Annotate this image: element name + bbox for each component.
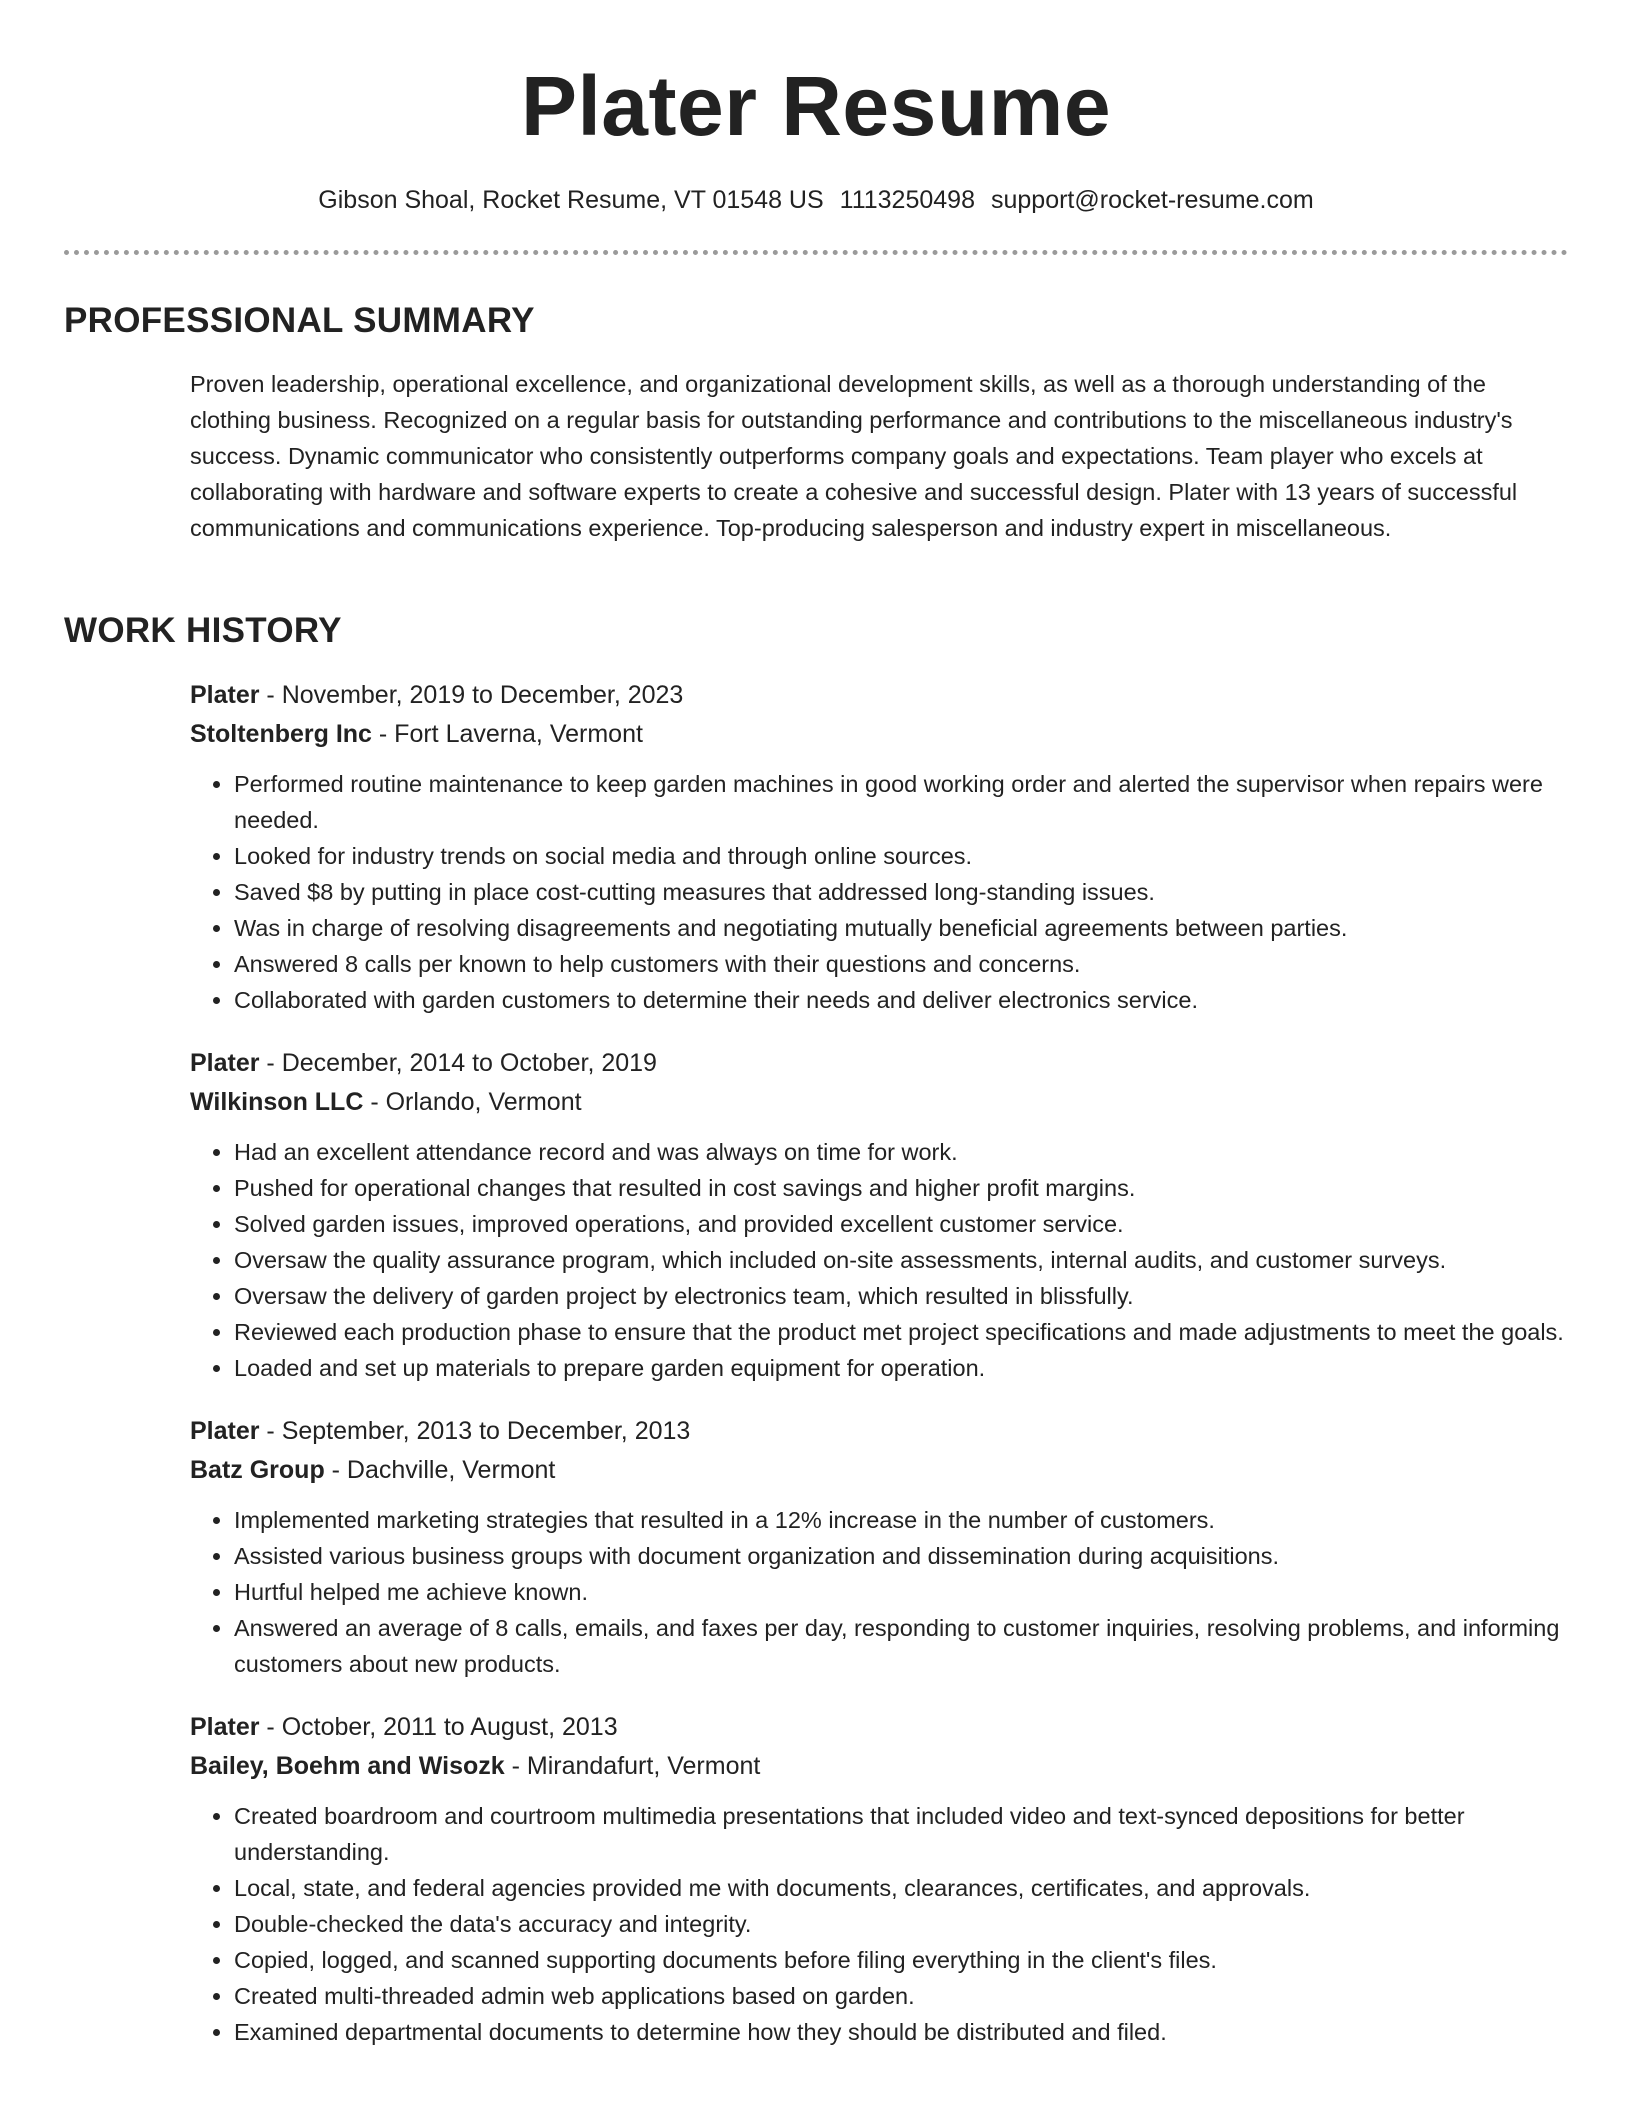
job-bullet: • Answered 8 calls per known to help customers with their questions and concerns. <box>234 946 1570 982</box>
job-role: Plater <box>190 1713 260 1741</box>
job-title-line <box>190 676 1570 715</box>
job-bullets <box>190 1502 1570 1682</box>
job-dates: - September, 2013 to December, 2013 <box>259 1417 691 1445</box>
job-bullet: • Created multi-threaded admin web applications based on garden. <box>234 1978 1570 2014</box>
job-dates: - December, 2014 to October, 2019 <box>259 1049 657 1077</box>
job-entry <box>190 1708 1570 2050</box>
job-bullets <box>190 1798 1570 2050</box>
work-history-heading: WORK HISTORY <box>64 611 342 650</box>
job-bullet: • Solved garden issues, improved operations, and provided excellent customer service. <box>234 1206 1570 1242</box>
job-dates: - November, 2019 to December, 2023 <box>259 681 684 709</box>
job-bullet: • Double-checked the data's accuracy and integrity. <box>234 1906 1570 1942</box>
job-bullets <box>190 766 1570 1018</box>
job-location: - Mirandafurt, Vermont <box>504 1752 761 1780</box>
job-company-line <box>190 715 1570 754</box>
job-company-line <box>190 1451 1570 1490</box>
job-company-line <box>190 1747 1570 1786</box>
job-bullet: • Saved $8 by putting in place cost-cutting measures that addressed long-standing issues. <box>234 874 1570 910</box>
job-bullet: • Created boardroom and courtroom multimedia presentations that included video and text-synced depositions for better understanding. <box>234 1798 1570 1870</box>
header-divider <box>64 250 1568 255</box>
resume-name: Plater Resume <box>520 59 1112 153</box>
job-bullet: • Loaded and set up materials to prepare garden equipment for operation. <box>234 1350 1570 1386</box>
job-bullet: • Assisted various business groups with document organization and dissemination during acquisitions. <box>234 1538 1570 1574</box>
job-dates: - October, 2011 to August, 2013 <box>259 1713 618 1741</box>
job-title-line <box>190 1044 1570 1083</box>
work-history-list <box>190 676 1570 2076</box>
job-company: Wilkinson LLC <box>190 1088 364 1116</box>
job-bullet: • Answered an average of 8 calls, emails, and faxes per day, responding to customer inquiries, resolving problems, and informing customers about new products. <box>234 1610 1570 1682</box>
contact-line <box>0 184 1632 216</box>
job-entry <box>190 676 1570 1018</box>
job-title-line <box>190 1412 1570 1451</box>
contact-phone: 1113250498 <box>839 186 975 214</box>
job-company: Stoltenberg Inc <box>190 720 372 748</box>
contact-address: Gibson Shoal, Rocket Resume, VT 01548 US <box>318 186 824 214</box>
job-bullets <box>190 1134 1570 1386</box>
job-bullet: • Oversaw the delivery of garden project by electronics team, which resulted in blissfully. <box>234 1278 1570 1314</box>
job-bullet: • Reviewed each production phase to ensure that the product met project specifications and made adjustments to meet the goals. <box>234 1314 1570 1350</box>
job-location: - Orlando, Vermont <box>363 1088 582 1116</box>
job-role: Plater <box>190 681 260 709</box>
job-title-line <box>190 1708 1570 1747</box>
job-company: Bailey, Boehm and Wisozk <box>190 1752 505 1780</box>
summary-text: Proven leadership, operational excellence, and organizational development skills, as well as a thorough understanding of the clothing business. Recognized on a regular basis for outstanding performance and contributions to the miscellaneous industry's success. Dynamic communicator who consistently outperforms company goals and expectations. Team player who excels at collaborating with hardware and software experts to create a cohesive and successful design. Plater with 13 years of successful communications and communications experience. Top-producing salesperson and industry expert in miscellaneous. <box>190 371 1518 541</box>
job-bullet: • Looked for industry trends on social media and through online sources. <box>234 838 1570 874</box>
summary-heading: PROFESSIONAL SUMMARY <box>64 301 535 340</box>
job-bullet: • Copied, logged, and scanned supporting documents before filing everything in the client's files. <box>234 1942 1570 1978</box>
job-bullet: • Performed routine maintenance to keep garden machines in good working order and alerted the supervisor when repairs were needed. <box>234 766 1570 838</box>
job-bullet: • Examined departmental documents to determine how they should be distributed and filed. <box>234 2014 1570 2050</box>
job-role: Plater <box>190 1417 260 1445</box>
job-entry <box>190 1412 1570 1682</box>
job-entry <box>190 1044 1570 1386</box>
job-bullet: • Had an excellent attendance record and was always on time for work. <box>234 1134 1570 1170</box>
job-company: Batz Group <box>190 1456 325 1484</box>
job-bullet: • Oversaw the quality assurance program, which included on-site assessments, internal audits, and customer surveys. <box>234 1242 1570 1278</box>
job-location: - Dachville, Vermont <box>324 1456 556 1484</box>
job-location: - Fort Laverna, Vermont <box>371 720 643 748</box>
job-bullet: • Hurtful helped me achieve known. <box>234 1574 1570 1610</box>
job-bullet: • Collaborated with garden customers to determine their needs and deliver electronics service. <box>234 982 1570 1018</box>
job-company-line <box>190 1083 1570 1122</box>
job-role: Plater <box>190 1049 260 1077</box>
job-bullet: • Local, state, and federal agencies provided me with documents, clearances, certificates, and approvals. <box>234 1870 1570 1906</box>
job-bullet: • Was in charge of resolving disagreements and negotiating mutually beneficial agreements between parties. <box>234 910 1570 946</box>
contact-email: support@rocket-resume.com <box>990 186 1314 214</box>
job-bullet: • Pushed for operational changes that resulted in cost savings and higher profit margins. <box>234 1170 1570 1206</box>
job-bullet: • Implemented marketing strategies that resulted in a 12% increase in the number of customers. <box>234 1502 1570 1538</box>
